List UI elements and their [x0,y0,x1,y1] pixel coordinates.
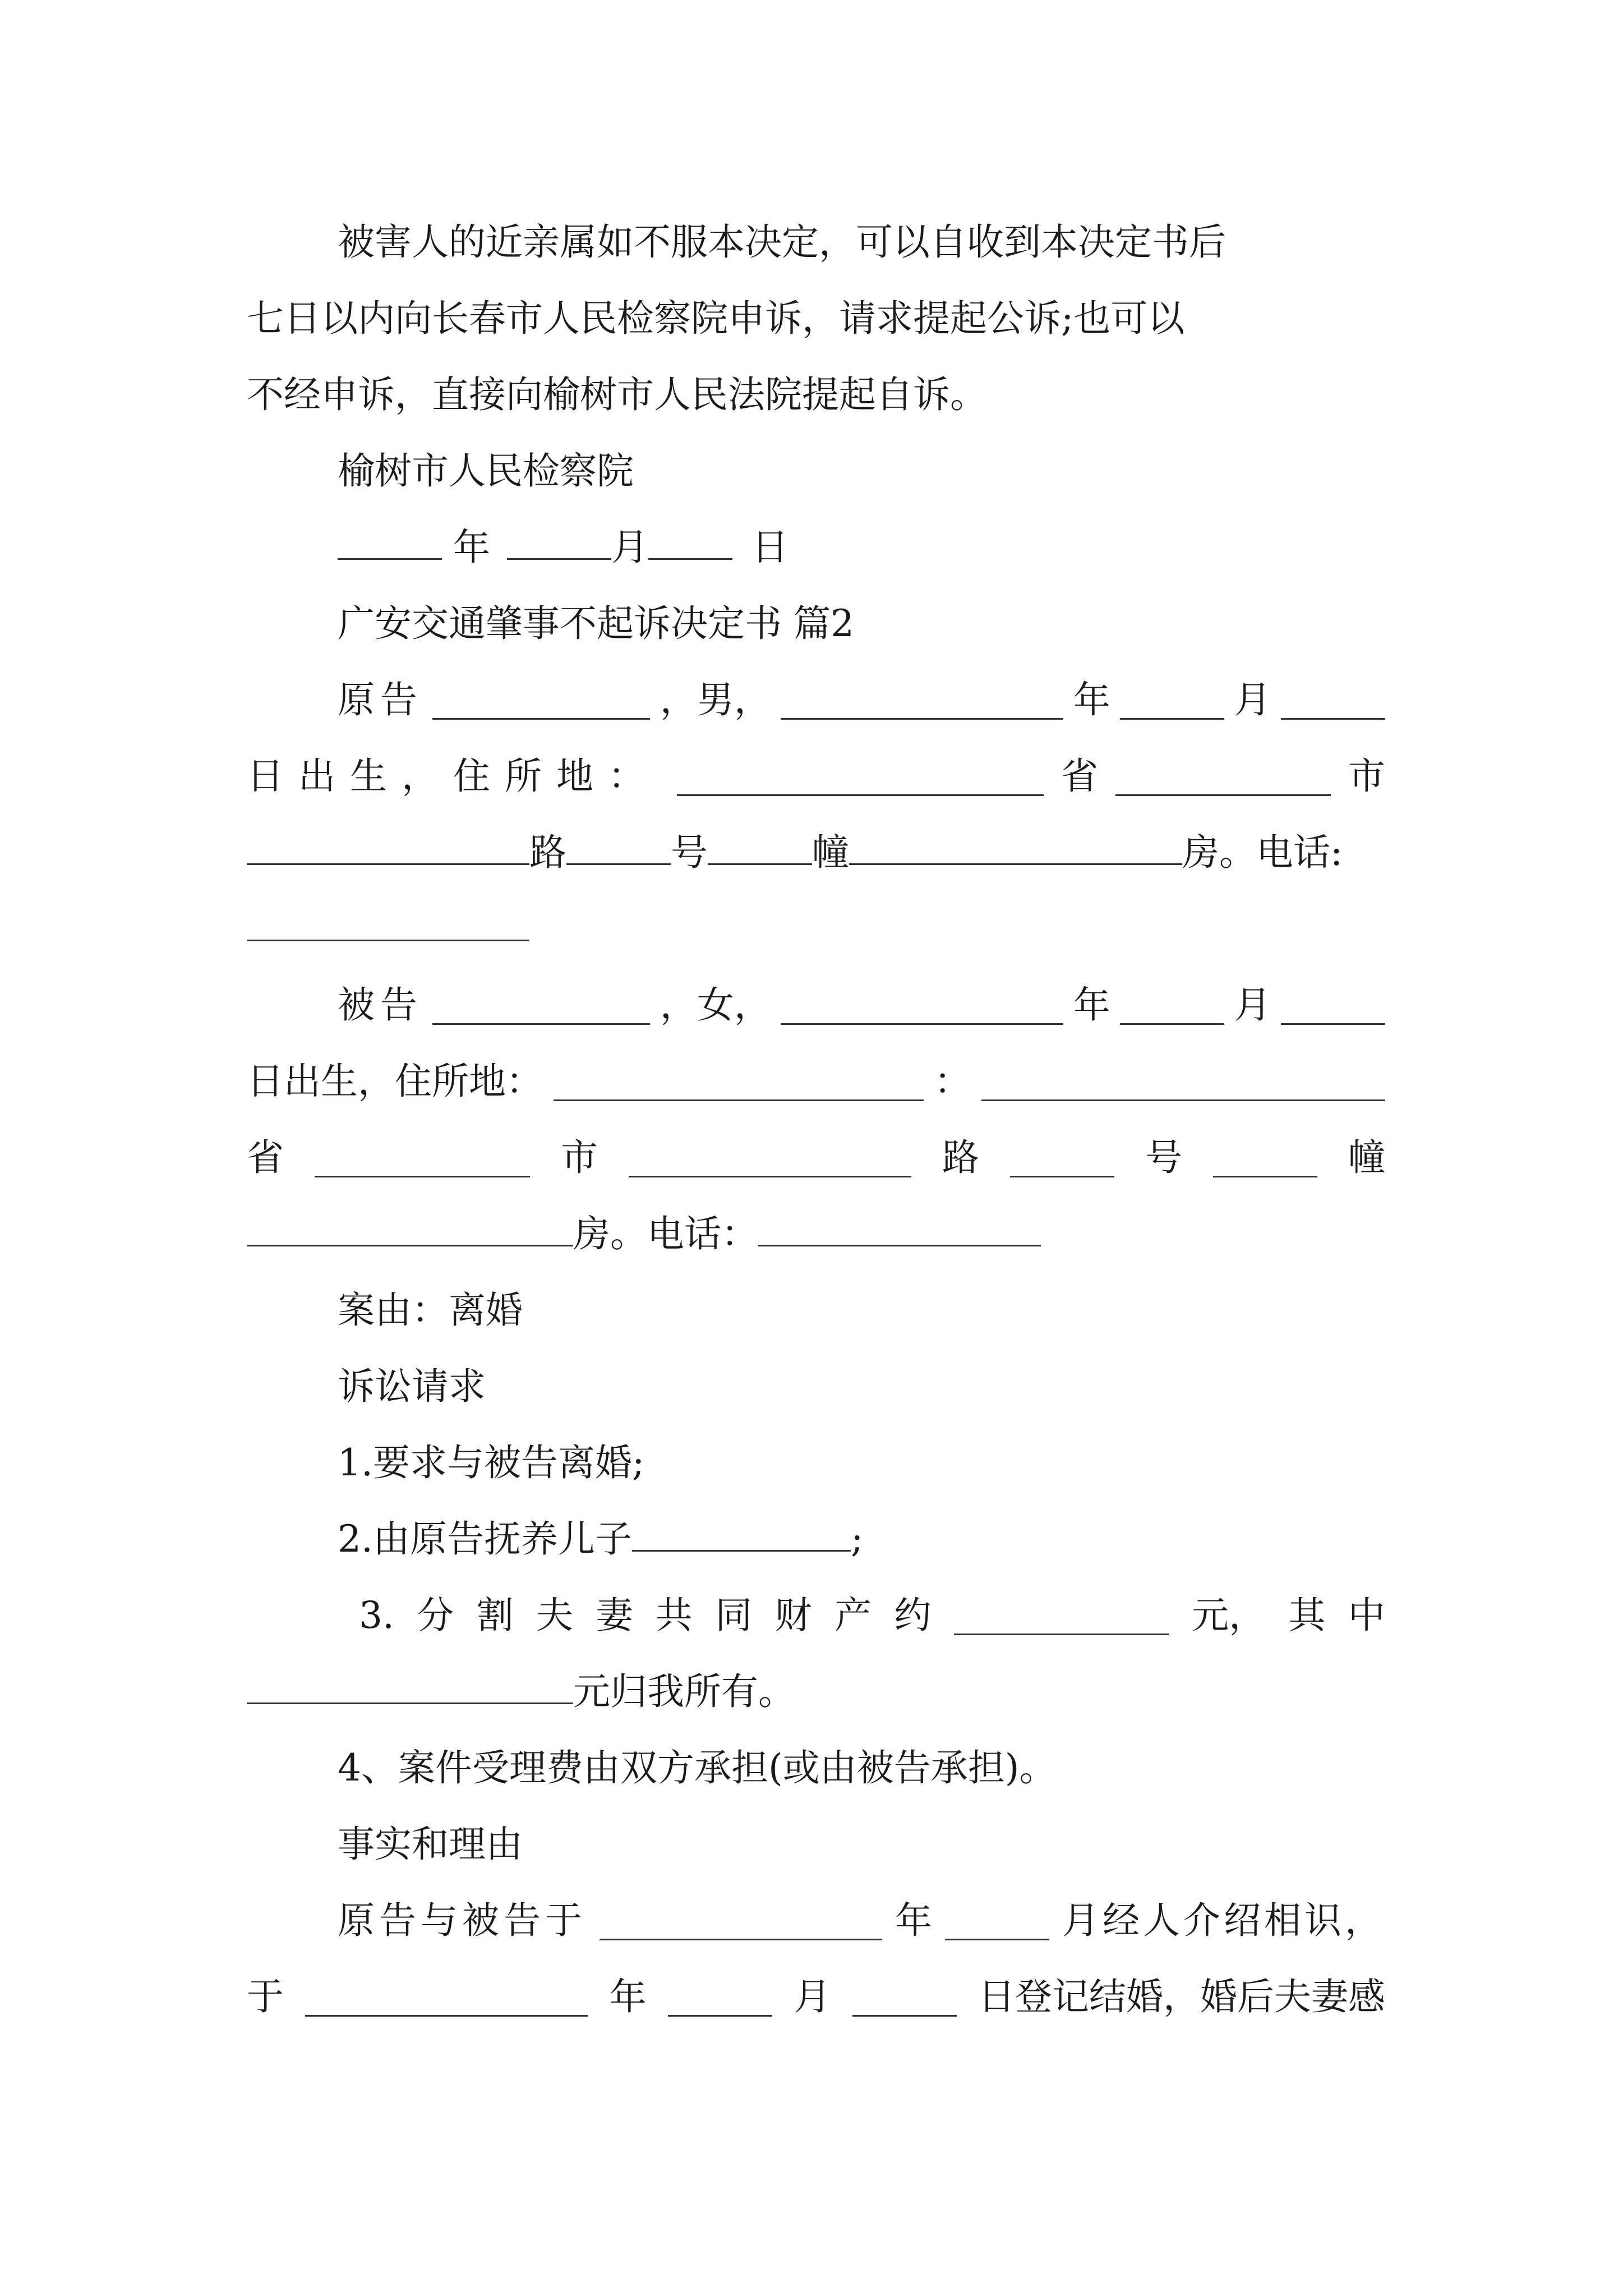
city-label: 市 [1348,754,1385,798]
building-label: 幢 [1348,1136,1385,1179]
claim-item [338,1506,1385,1573]
claim3-yuan: 元， [1192,1594,1266,1637]
defendant-label: 被告 [338,983,423,1027]
claim-item-continued [247,1658,1385,1726]
plaintiff-label: 原告 [338,678,423,721]
blank-field[interactable] [781,986,1063,1025]
claim3-char: 产 [834,1594,872,1637]
room-phone-label: 房。电话: [1182,831,1343,874]
blank-field[interactable] [945,1902,1049,1940]
number-label: 号 [1145,1136,1182,1179]
section-heading: 广安交通肇事不起诉决定书 篇2 [338,602,854,645]
building-label: 幢 [812,831,849,874]
claim3-char: 夫 [536,1594,574,1637]
claim3-char: 同 [715,1594,753,1637]
facts-text: 月经人介绍相识， [1062,1899,1385,1942]
province-label: 省 [1061,754,1098,798]
facts-text: 日登记结婚，婚后夫妻感 [978,1975,1385,2018]
blank-field[interactable] [1120,986,1224,1025]
plaintiff-line-4 [247,895,1385,963]
plaintiff-line-1 [338,666,1385,734]
claim2-end: ; [850,1517,864,1561]
paragraph-line: 被害人的近亲属如不服本决定，可以自收到本决定书后 [338,220,1226,264]
blank-field[interactable] [981,1062,1385,1101]
blank-field[interactable] [758,1208,1041,1246]
sex-text: ，女， [660,983,771,1027]
blank-field[interactable] [1115,757,1331,796]
city-label: 市 [561,1136,598,1179]
date-day-label: 日 [751,526,789,569]
blank-field[interactable] [247,1208,573,1246]
colon-text: ： [934,1060,971,1103]
blank-field[interactable] [338,521,442,560]
claim3-char: 3. [359,1594,394,1637]
blank-field[interactable] [852,1978,957,2017]
plaintiff-line-3 [247,819,1385,886]
defendant-line-1 [338,972,1385,1039]
blank-field[interactable] [305,1978,588,2017]
date-line [338,514,1385,581]
month-label: 月 [794,1975,831,2018]
blank-field[interactable] [315,1139,530,1177]
claim-item: 4、案件受理费由双方承担(或由被告承担)。 [338,1746,1057,1789]
number-label: 号 [671,831,708,874]
date-year-label: 年 [453,526,490,569]
room-phone-label: 房。电话： [573,1212,758,1255]
defendant-line-2 [247,1048,1385,1115]
date-month-label: 月 [611,526,648,569]
blank-field[interactable] [1213,1139,1317,1177]
claim2-text: 2.由原告抚养儿子 [338,1517,632,1561]
claim-item: 1.要求与被告离婚; [338,1441,645,1484]
blank-field[interactable] [1281,681,1385,720]
claim-item [359,1582,1385,1649]
claim3-char: 共 [655,1594,693,1637]
province-label: 省 [247,1136,284,1179]
year-label: 年 [1073,983,1110,1027]
year-label: 年 [609,1975,647,2018]
paragraph-line: 七日以内向长春市人民检察院申诉，请求提起公诉;也可以 [247,297,1185,340]
blank-field[interactable] [1120,681,1224,720]
claim3-char: 割 [476,1594,514,1637]
blank-field[interactable] [247,826,529,865]
road-label: 路 [529,831,566,874]
facts-text: 原告与被告于 [338,1899,587,1942]
blank-field[interactable] [507,521,611,560]
blank-field[interactable] [600,1902,882,1940]
blank-field[interactable] [1010,1139,1114,1177]
blank-field[interactable] [432,681,650,720]
claim3-char: 财 [774,1594,812,1637]
claim3-line2: 元归我所有。 [573,1670,795,1713]
blank-field[interactable] [781,681,1063,720]
blank-field[interactable] [247,1665,573,1704]
facts-text: 于 [247,1975,284,2018]
blank-field[interactable] [648,521,732,560]
blank-field[interactable] [849,826,1182,865]
claim3-char: 中 [1348,1594,1385,1637]
blank-field[interactable] [708,826,812,865]
blank-field[interactable] [954,1596,1169,1635]
born-address-label: 日出生，住所地： [247,1060,543,1103]
blank-field[interactable] [554,1062,924,1101]
claim3-char: 分 [417,1594,454,1637]
plaintiff-line-2 [247,743,1385,810]
case-cause: 案由：离婚 [338,1289,523,1332]
born-address-label: 日出生，住所地： [247,754,660,798]
blank-field[interactable] [1281,986,1385,1025]
blank-field[interactable] [668,1978,772,2017]
paragraph-line: 不经申诉，直接向榆树市人民法院提起自诉。 [247,373,987,416]
claim3-char: 其 [1288,1594,1326,1637]
blank-field[interactable] [432,986,650,1025]
defendant-line-4 [247,1200,1385,1268]
year-label: 年 [895,1899,932,1942]
road-label: 路 [942,1136,979,1179]
signature-org: 榆树市人民检察院 [338,449,634,493]
month-label: 月 [1234,983,1271,1027]
blank-field[interactable] [247,903,529,941]
defendant-line-3 [247,1124,1385,1191]
claim3-char: 妻 [596,1594,633,1637]
facts-title: 事实和理由 [338,1823,523,1866]
month-label: 月 [1234,678,1271,721]
blank-field[interactable] [629,1139,911,1177]
claims-title: 诉讼请求 [338,1365,486,1408]
facts-line-1 [338,1887,1385,1954]
blank-field[interactable] [677,757,1044,796]
claim3-char: 约 [894,1594,932,1637]
blank-field[interactable] [566,826,671,865]
year-label: 年 [1073,678,1110,721]
facts-line-2 [247,1963,1385,2031]
blank-field[interactable] [632,1513,851,1552]
sex-text: ，男， [660,678,771,721]
